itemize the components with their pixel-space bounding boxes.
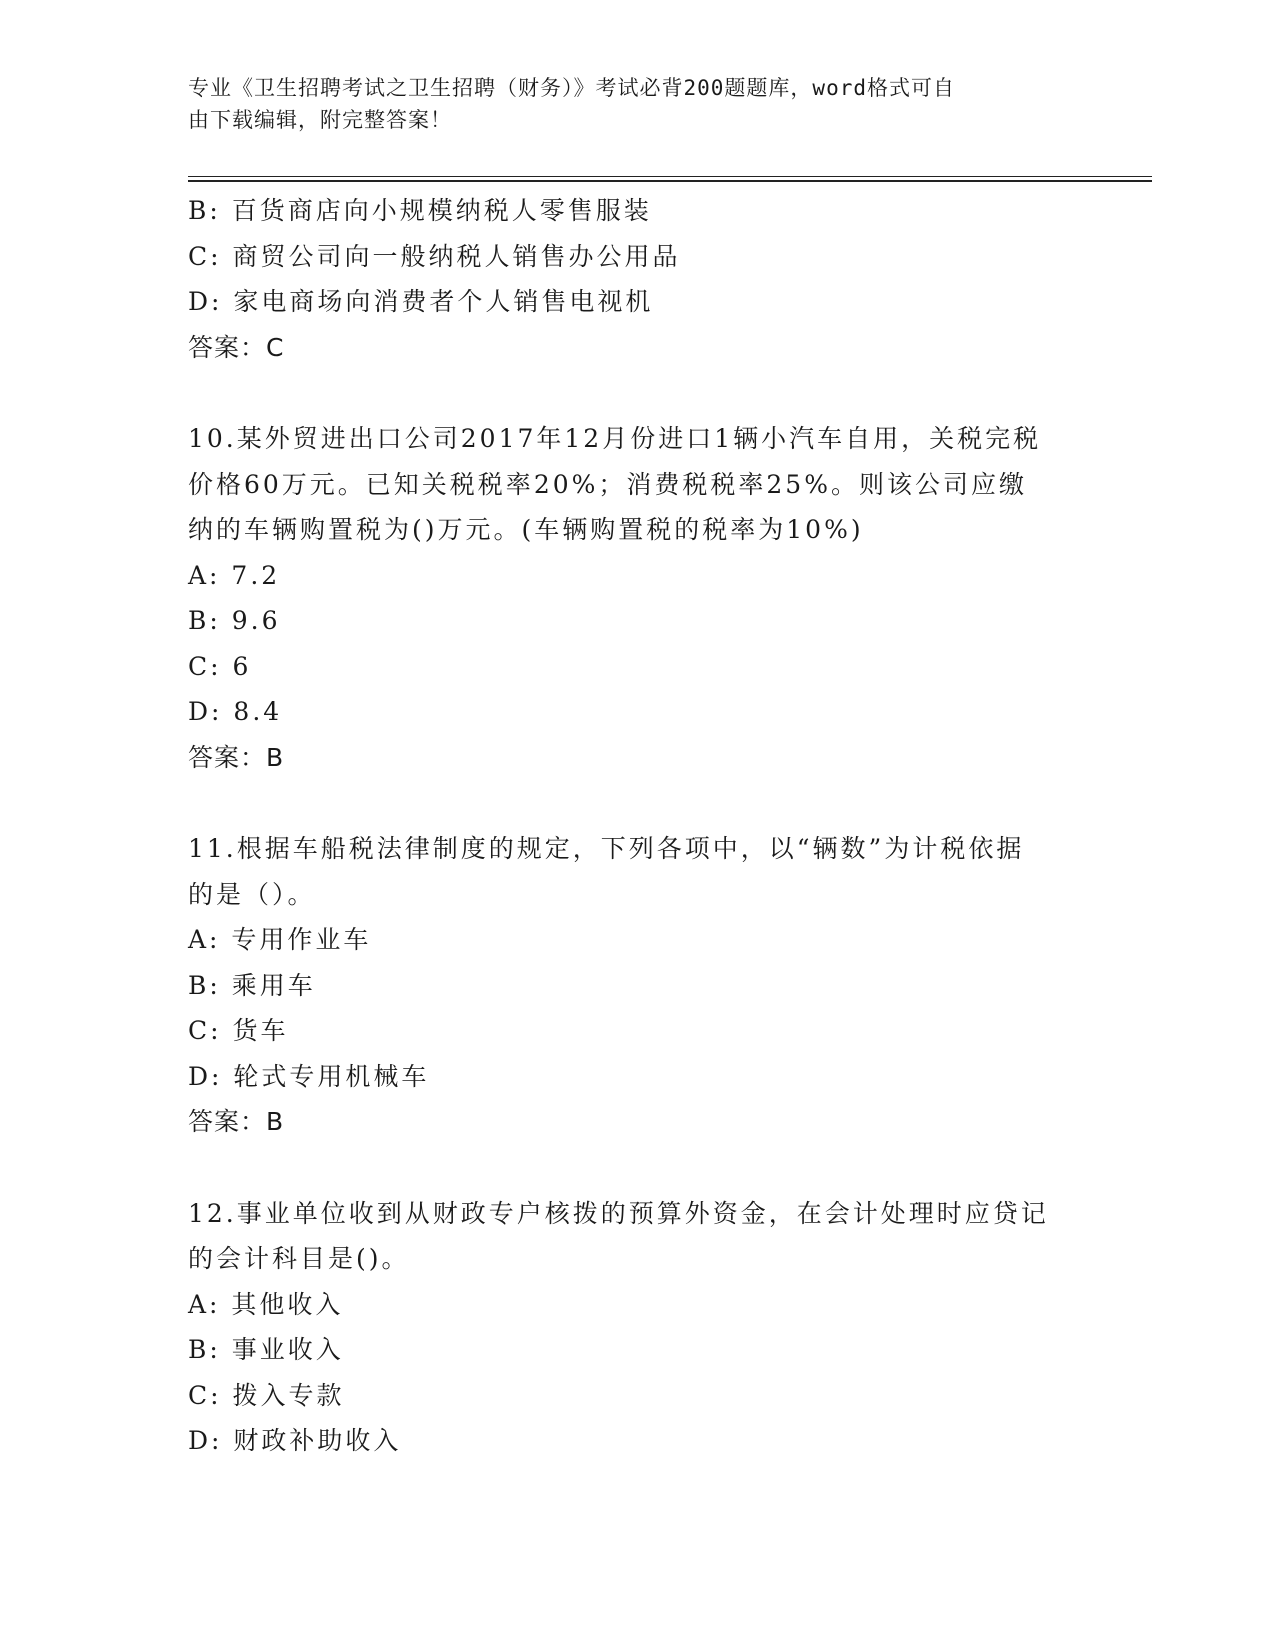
answer-line: 答案：B: [188, 742, 285, 772]
option-b: B: 乘用车: [188, 970, 316, 1000]
option-d: D: 家电商场向消费者个人销售电视机: [188, 287, 654, 316]
option-a: A: 7.2: [188, 560, 281, 590]
answer-line: 答案：B: [188, 1107, 285, 1136]
option-d: D: 轮式专用机械车: [188, 1061, 430, 1091]
option-b: B: 事业收入: [188, 1335, 344, 1364]
question-fragment: [188, 188, 1088, 370]
header-line-2: 由下载编辑，附完整答案！: [188, 108, 452, 132]
option-c: C: 货车: [188, 1016, 289, 1045]
option-b: B: 9.6: [188, 606, 281, 635]
option-a: A: 专用作业车: [188, 925, 372, 954]
page-header: [188, 72, 1068, 136]
question-text-line: 的是（）。: [188, 879, 316, 909]
option-c: C: 商贸公司向一般纳税人销售办公用品: [188, 241, 681, 271]
spacer: [188, 1145, 1088, 1191]
question-12: [188, 1191, 1088, 1464]
header-divider-thin: [188, 176, 1152, 177]
question-text-line: 12.事业单位收到从财政专户核拨的预算外资金，在会计处理时应贷记: [188, 1198, 1049, 1228]
spacer: [188, 370, 1088, 416]
question-list: [188, 188, 1088, 1464]
option-c: C: 拨入专款: [188, 1380, 345, 1410]
option-d: D: 财政补助收入: [188, 1426, 402, 1455]
option-a: A: 其他收入: [188, 1289, 344, 1319]
spacer: [188, 780, 1088, 826]
option-c: C: 6: [188, 651, 252, 681]
question-text-line: 11.根据车船税法律制度的规定，下列各项中，以“辆数”为计税依据: [188, 834, 1025, 863]
question-text-line: 10.某外贸进出口公司2017年12月份进口1辆小汽车自用，关税完税: [188, 424, 1042, 453]
question-text-line: 的会计科目是()。: [188, 1244, 410, 1273]
question-11: [188, 826, 1088, 1145]
question-text-line: 纳的车辆购置税为()万元。(车辆购置税的税率为10%): [188, 515, 864, 544]
question-10: [188, 416, 1088, 780]
question-text-line: 价格60万元。已知关税税率20%；消费税税率25%。则该公司应缴: [188, 469, 1027, 499]
header-line-1: 专业《卫生招聘考试之卫生招聘（财务）》考试必背200题题库，word格式可自: [188, 76, 955, 100]
option-b: B: 百货商店向小规模纳税人零售服装: [188, 196, 652, 225]
answer-line: 答案：C: [188, 332, 285, 362]
option-d: D: 8.4: [188, 697, 283, 726]
header-divider-thick: [188, 180, 1152, 182]
